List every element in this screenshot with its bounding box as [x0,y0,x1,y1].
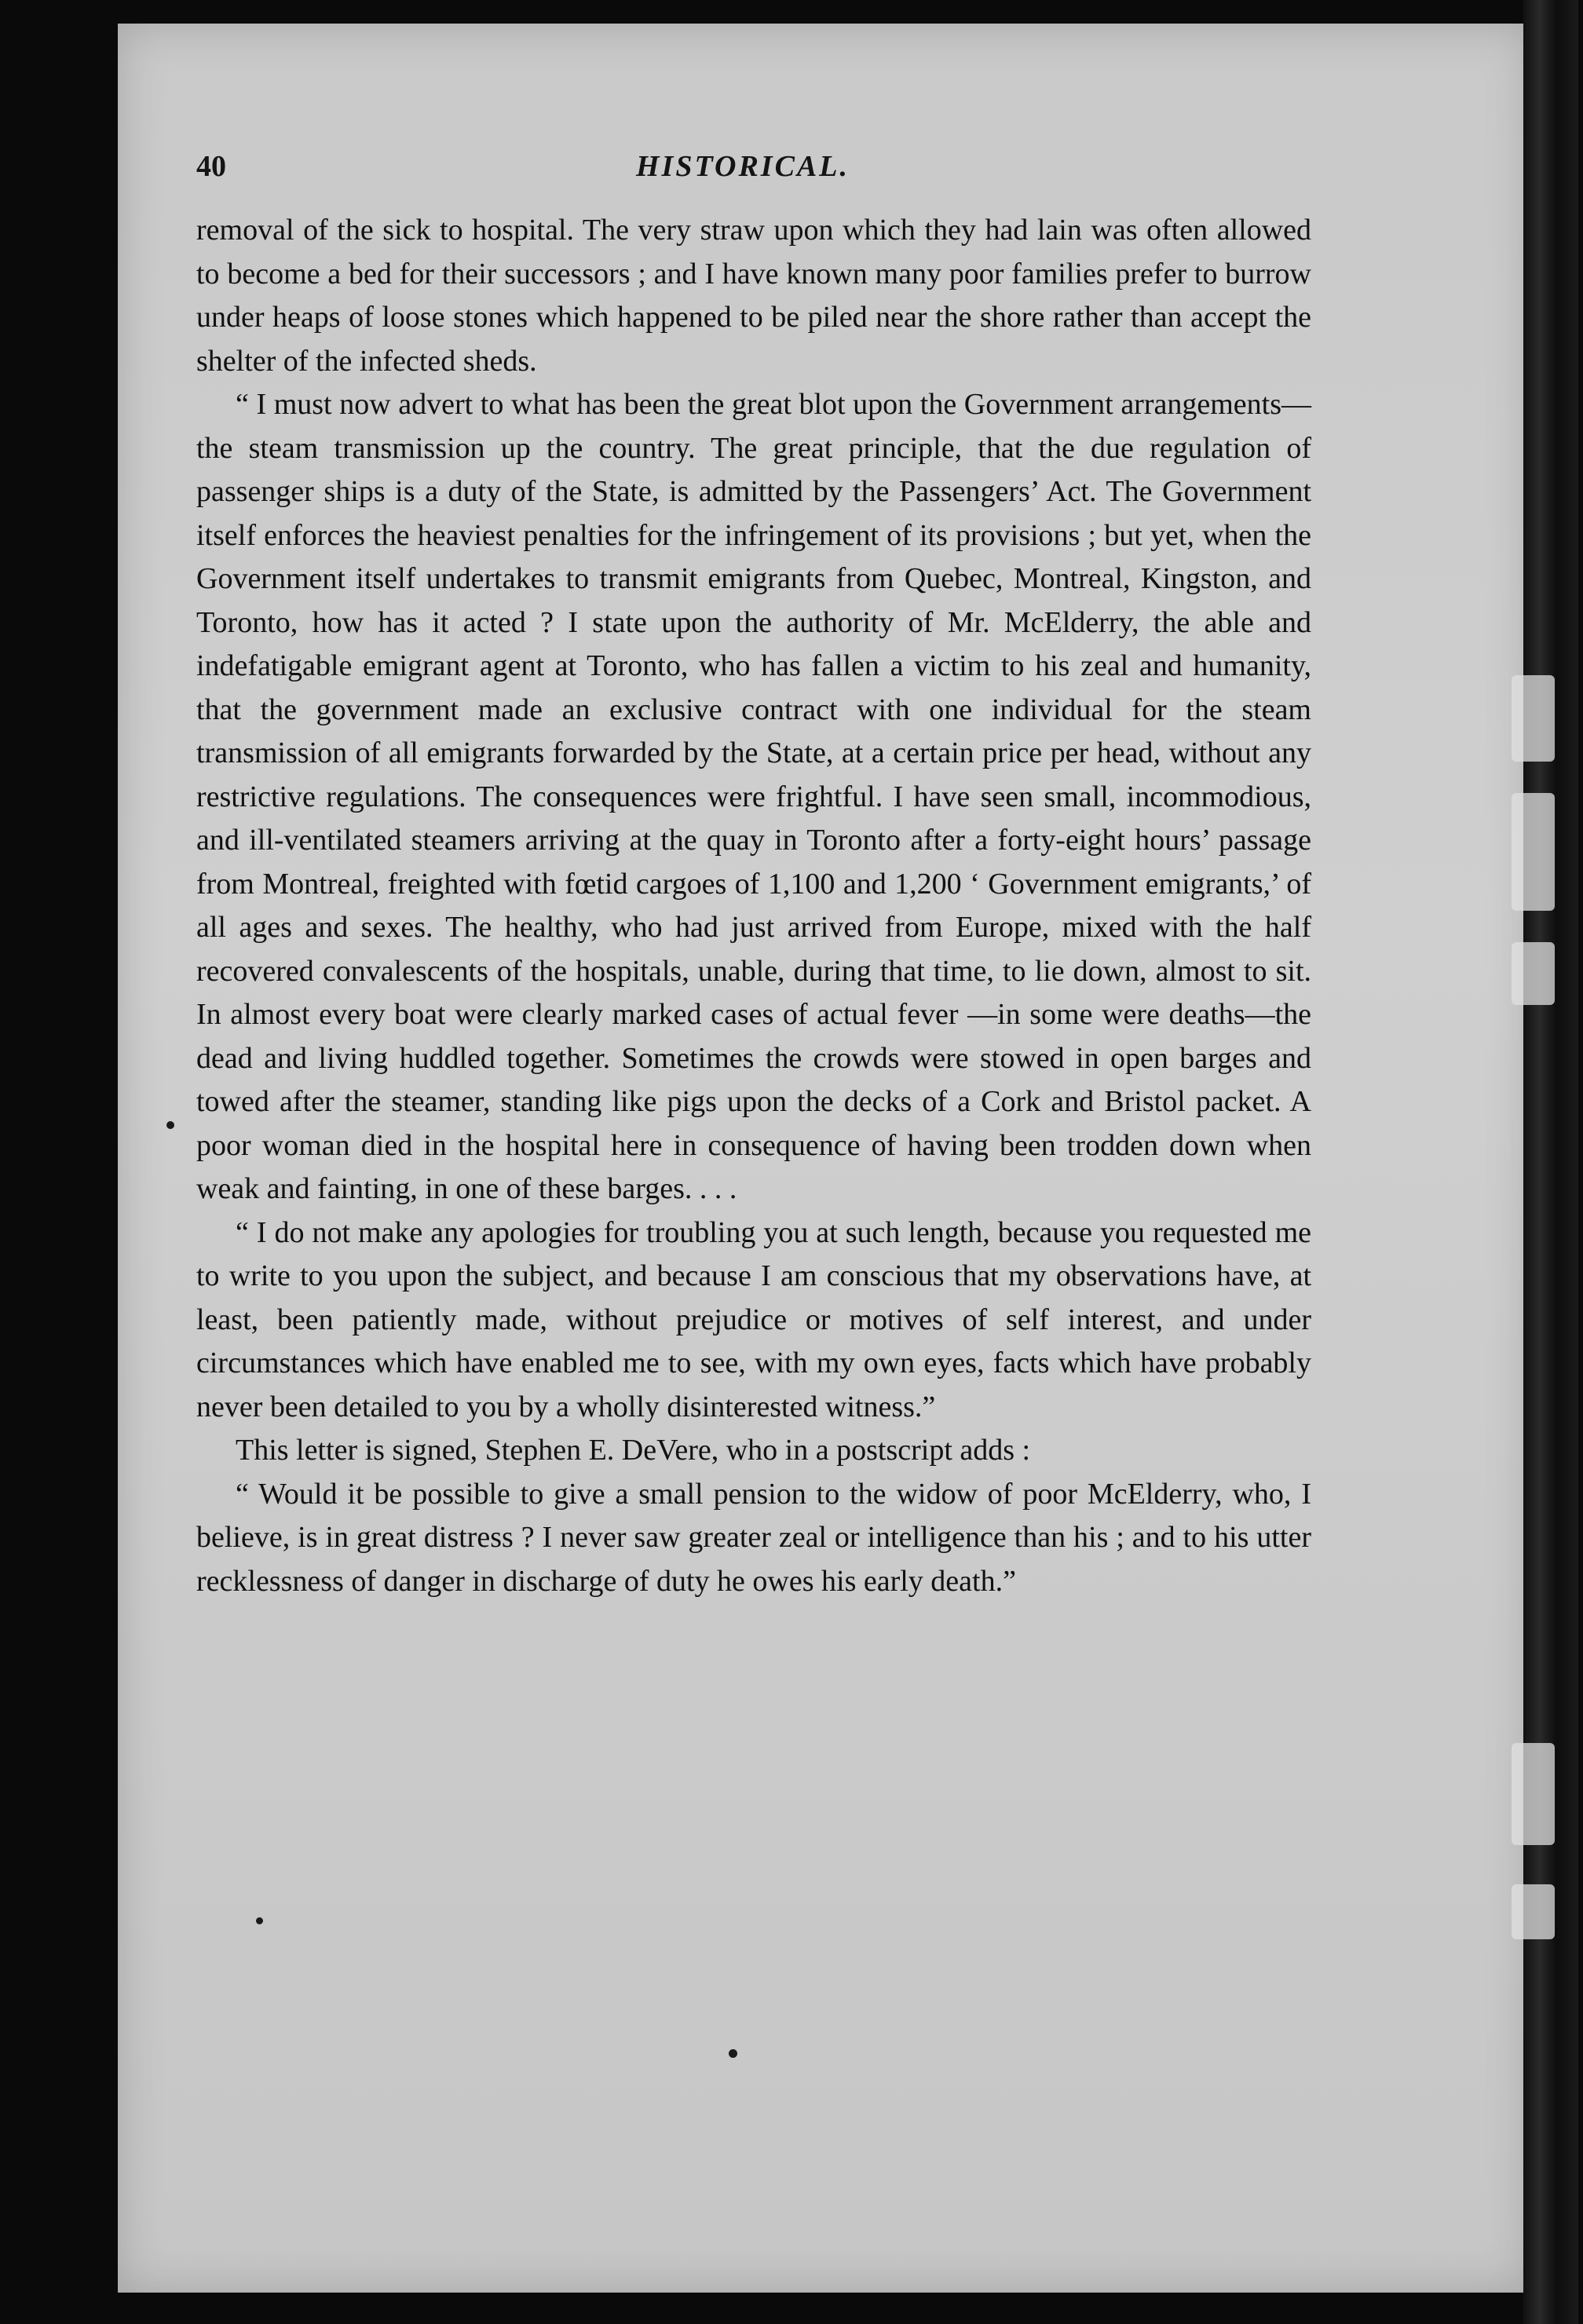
paragraph: “ Would it be possible to give a small pension to the widow of poor McElderry, who, I believe, is in great distress ? I never saw greater zeal or intelligence than his ; and to his utter recklessness of danger in discharge of duty he owes his early death.” [196,1477,1311,1598]
book-spine [1523,0,1578,2324]
paragraph: removal of the sick to hospital. The very straw upon which they had lain was often allowed to become a bed for their successors ; and I have known many poor families prefer to burrow under heaps of loose stones which happened to be piled near the shore rather than accept the shelter of the infected sheds. [196,214,1311,378]
page-number: 40 [196,150,226,183]
binding-damage [1512,942,1555,1005]
binding-damage [1512,675,1555,762]
scan-speck [256,1917,263,1924]
running-head-title: HISTORICAL. [636,150,850,183]
scan-speck [729,2049,737,2058]
body-text [196,209,1311,1603]
binding-damage [1512,793,1555,911]
paragraph: “ I must now advert to what has been the great blot upon the Government arrangements—the steam transmission up the country. The great principle, that the due regulation of passenger ships is a duty of the State, is admitted by the Passengers’ Act. The Government itself enforces the heaviest penalties for the infringement of its provisions ; but yet, when the Government itself undertakes to transmit emigrants from Quebec, Montreal, Kingston, and Toronto, how has it acted ? I state upon the authority of Mr. McElderry, the able and indefatigable emigrant agent at Toronto, who has fallen a victim to his zeal and humanity, that the government made an exclusive contract with one individual for the steam transmission of all emigrants forwarded by the State, at a certain price per head, without any restrictive regulations. The consequences were frightful. I have seen small, incommodious, and ill-ventilated steamers arriving at the quay in Toronto after a forty-eight hours’ passage from Montreal, freighted with fœtid cargoes of 1,100 and 1,200 ‘ Government emigrants,’ of all ages and sexes. The healthy, who had just arrived from Europe, mixed with the half recovered convalescents of the hospitals, unable, during that time, to lie down, almost to sit. In almost every boat were clearly marked cases of actual fever —in some were deaths—the dead and living huddled together. Sometimes the crowds were stowed in open barges and towed after the steamer, standing like pigs upon the decks of a Cork and Bristol packet. A poor woman died in the hospital here in consequence of having been trodden down when weak and fainting, in one of these barges. . . . [196,388,1311,1205]
running-head [196,149,1311,196]
paragraph: This letter is signed, Stephen E. DeVere, who in a postscript adds : [236,1434,1031,1467]
binding-damage [1512,1884,1555,1939]
paragraph: “ I do not make any apologies for troubling you at such length, because you requested me to write to you upon the subject, and because I am conscious that my observations have, at least, been patiently made, without prejudice or motives of self interest, and under circumstances which have enabled me to see, with my own eyes, facts which have probably never been detailed to you by a wholly disinterested witness.” [196,1215,1311,1423]
binding-damage [1512,1743,1555,1845]
scan-speck [166,1121,174,1129]
